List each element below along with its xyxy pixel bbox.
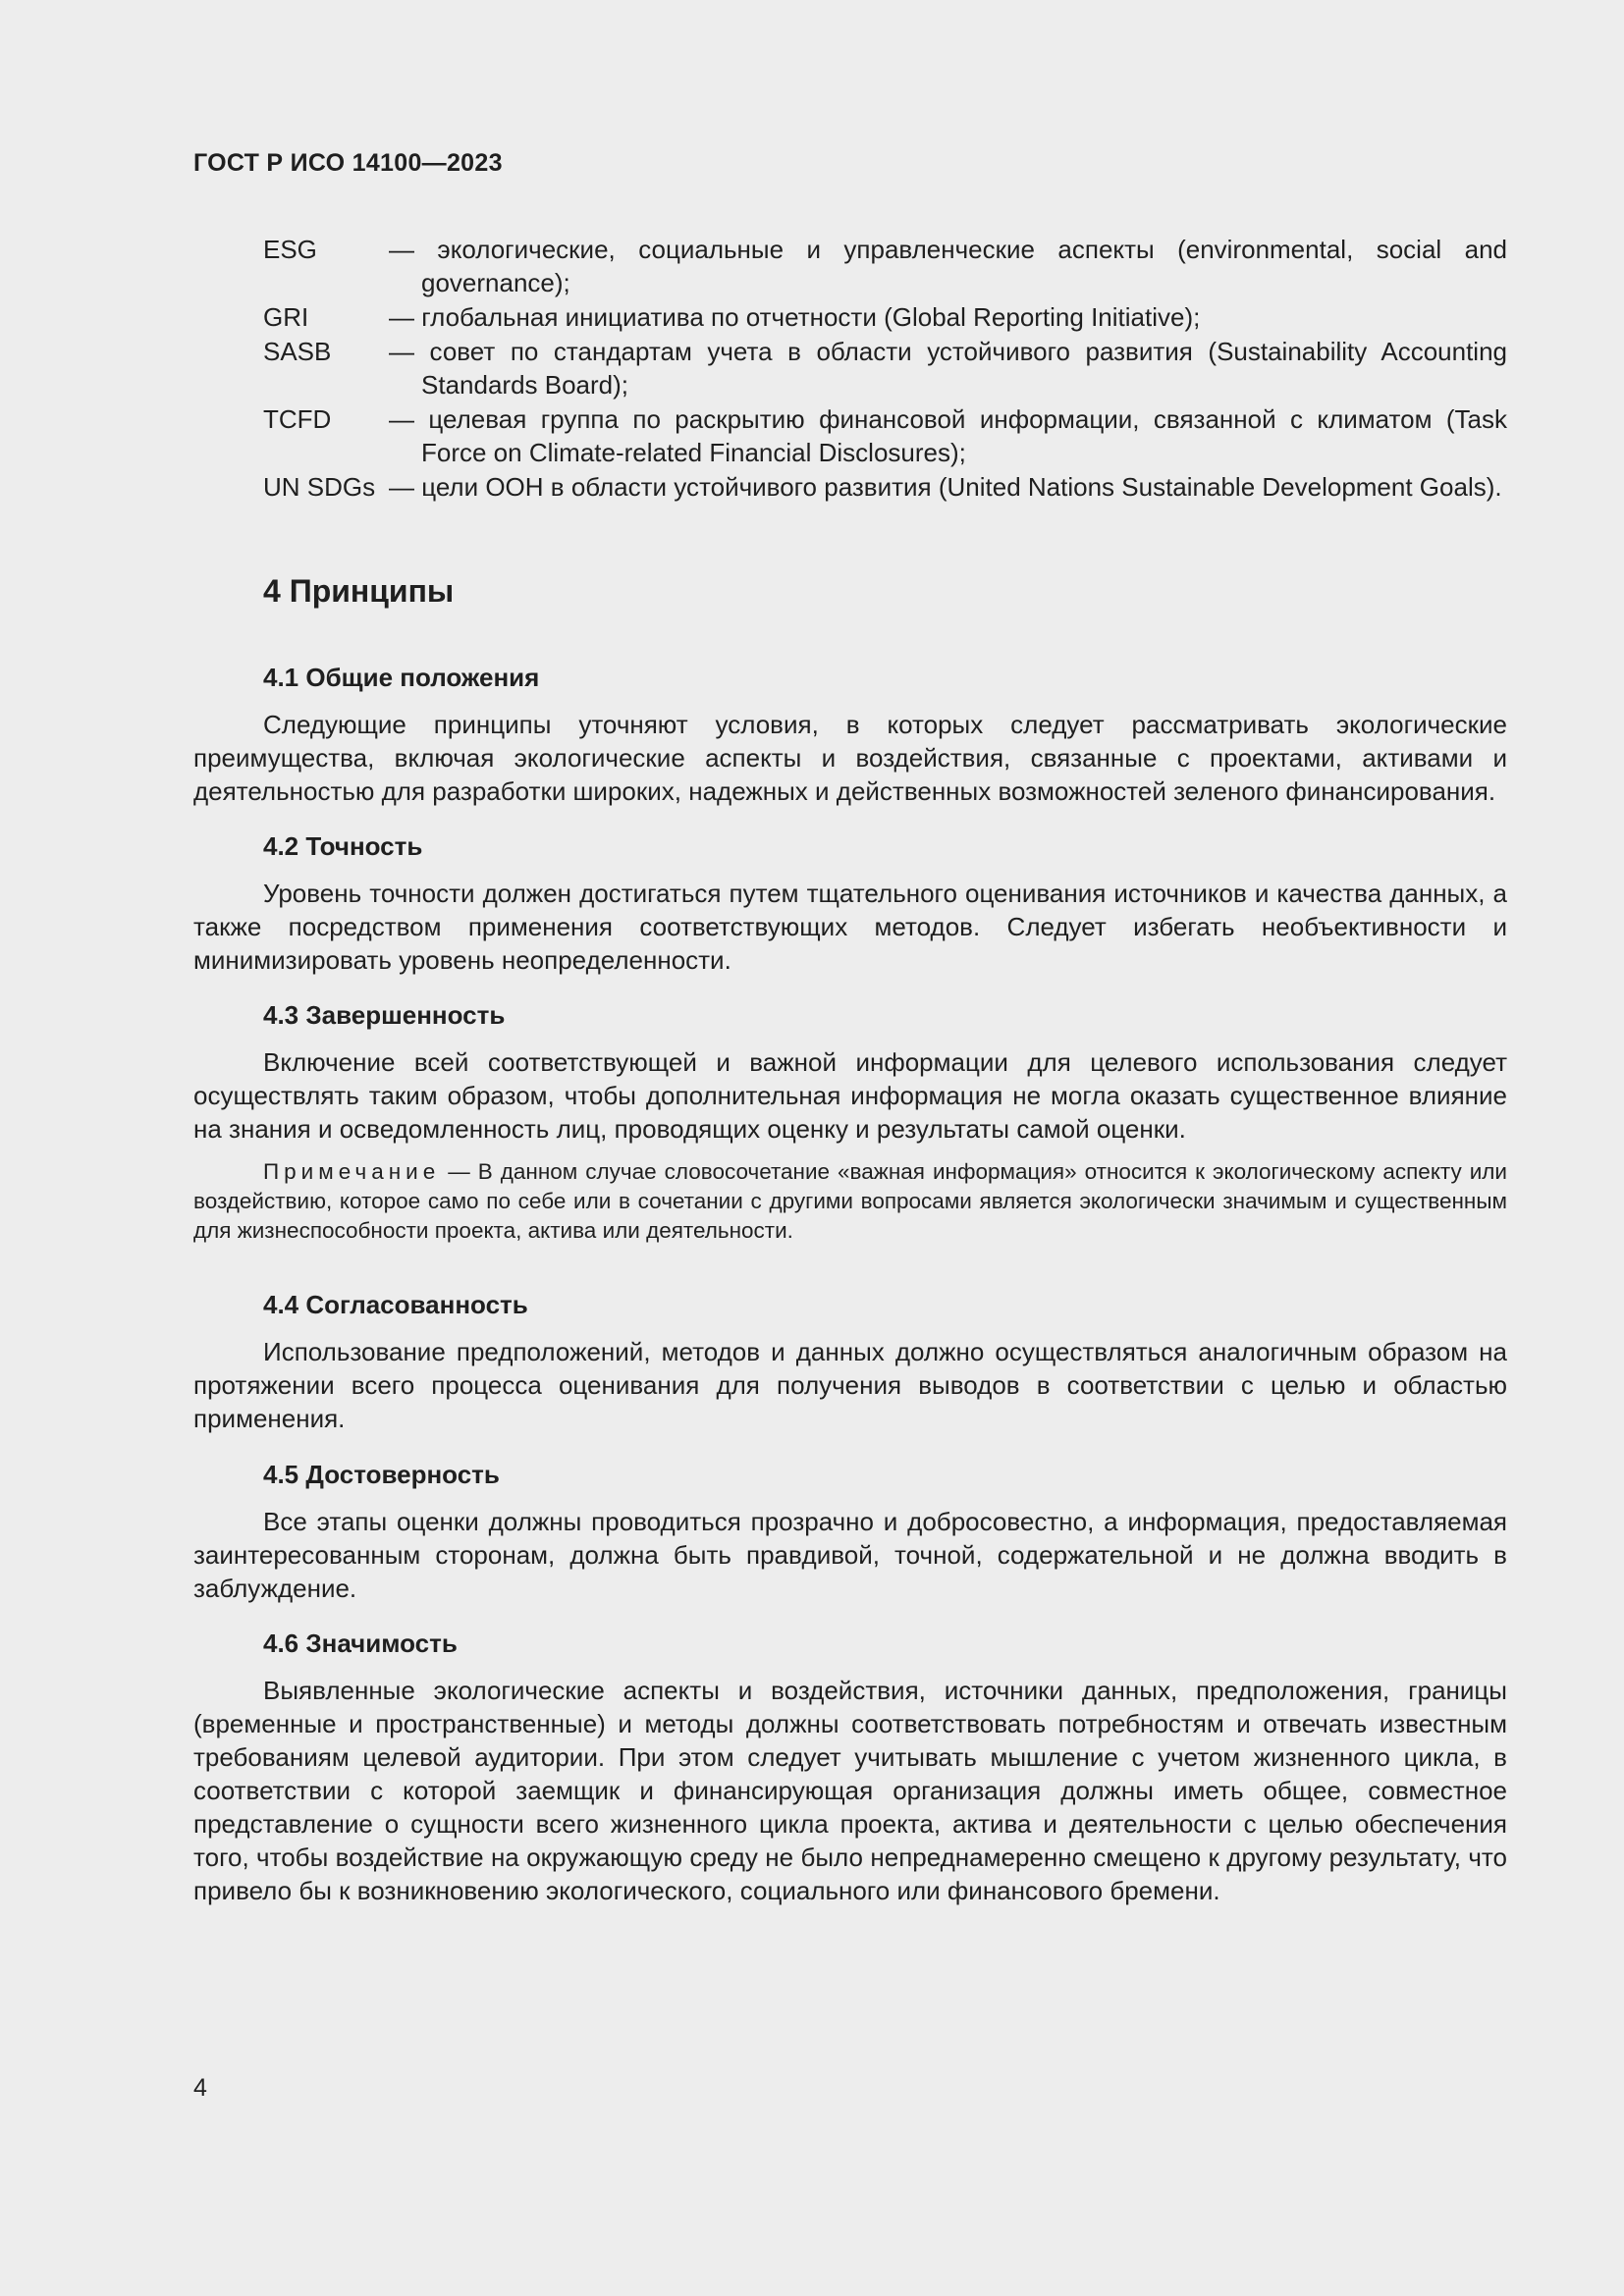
note-label: Примечание xyxy=(263,1159,441,1184)
abbreviation-list xyxy=(263,233,1507,505)
abbreviation-definition: — целевая группа по раскрытию финансовой информации, связанной с климатом (Task Force on Climate-related Financial Disclosures); xyxy=(389,404,1507,467)
subsection-paragraph: Выявленные экологические аспекты и воздействия, источники данных, предположения, границы (временные и пространственные) и методы должны соответствовать потребностям и отвечать известным требованиям целевой аудитории. При этом следует учитывать мышление с учетом жизненного цикла, в соответствии с которой заемщик и финансирующая организация должны иметь общее, совместное представление о сущности всего жизненного цикла проекта, актива и деятельности с целью обеспечения того, чтобы воздействие на окружающую среду не было непреднамеренно смещено к другому результату, что привело бы к возникновению экологического, социального или финансового бремени. xyxy=(193,1676,1507,1905)
page-number: 4 xyxy=(193,2074,207,2102)
abbreviation-definition: — совет по стандартам учета в области устойчивого развития (Sustainability Accounting Standards Board); xyxy=(389,337,1507,400)
subsection-4-5 xyxy=(193,1458,1507,1605)
abbreviation-item xyxy=(263,470,1507,504)
subsection-title: 4.5 Достоверность xyxy=(263,1460,500,1489)
abbreviation-definition: — экологические, социальные и управленческие аспекты (environmental, social and governance); xyxy=(389,235,1507,297)
subsection-paragraph: Все этапы оценки должны проводиться прозрачно и добросовестно, а информация, предоставляемая заинтересованным сторонам, должна быть правдивой, точной, содержательной и не должна вводить в заблуждение. xyxy=(193,1507,1507,1603)
abbreviation-term: ESG xyxy=(263,235,317,264)
note-text: — В данном случае словосочетание «важная информация» относится к экологическому аспекту или воздействию, которое само по себе или в сочетании с другими вопросами является экологически значимым и существенным для жизнеспособности проекта, актива или деятельности. xyxy=(193,1159,1507,1243)
subsection-4-1 xyxy=(193,661,1507,808)
abbreviation-term: GRI xyxy=(263,302,309,332)
subsection-title: 4.3 Завершенность xyxy=(263,1000,506,1030)
section-title: 4 Принципы xyxy=(263,573,455,609)
subsection-title: 4.2 Точность xyxy=(263,831,423,861)
subsection-paragraph: Уровень точности должен достигаться путем тщательного оценивания источников и качества данных, а также посредством применения соответствующих методов. Следует избегать необъективности и минимизировать уровень неопределенности. xyxy=(193,879,1507,975)
abbreviation-term: SASB xyxy=(263,337,332,366)
subsection-title: 4.6 Значимость xyxy=(263,1629,458,1658)
document-header: ГОСТ Р ИСО 14100—2023 xyxy=(193,149,503,177)
note xyxy=(193,1157,1507,1246)
abbreviation-item xyxy=(263,402,1507,469)
subsection-paragraph: Следующие принципы уточняют условия, в которых следует рассматривать экологические преимущества, включая экологические аспекты и воздействия, связанные с проектами, активами и деятельностью для разработки широких, надежных и действенных возможностей зеленого финансирования. xyxy=(193,710,1507,806)
abbreviation-item xyxy=(263,300,1507,334)
subsection-4-2 xyxy=(193,829,1507,977)
subsection-4-6 xyxy=(193,1627,1507,1907)
subsection-paragraph: Включение всей соответствующей и важной информации для целевого использования следует осуществлять таким образом, чтобы дополнительная информация не могла оказать существенное влияние на знания и осведомленность лиц, проводящих оценку и результаты самой оценки. xyxy=(193,1047,1507,1144)
abbreviation-definition: — глобальная инициатива по отчетности (Global Reporting Initiative); xyxy=(389,302,1201,332)
abbreviation-term: TCFD xyxy=(263,404,332,434)
abbreviation-item xyxy=(263,335,1507,401)
subsection-4-3 xyxy=(193,998,1507,1246)
subsection-title: 4.4 Согласованность xyxy=(263,1290,528,1319)
subsection-paragraph: Использование предположений, методов и данных должно осуществляться аналогичным образом на протяжении всего процесса оценивания для получения выводов в соответствии с целью и областью применения. xyxy=(193,1337,1507,1433)
abbreviation-item xyxy=(263,233,1507,299)
subsection-4-4 xyxy=(193,1288,1507,1435)
abbreviation-term: UN SDGs xyxy=(263,472,376,502)
abbreviation-definition: — цели ООН в области устойчивого развития (United Nations Sustainable Development Goals). xyxy=(389,472,1502,502)
subsection-title: 4.1 Общие положения xyxy=(263,663,540,692)
